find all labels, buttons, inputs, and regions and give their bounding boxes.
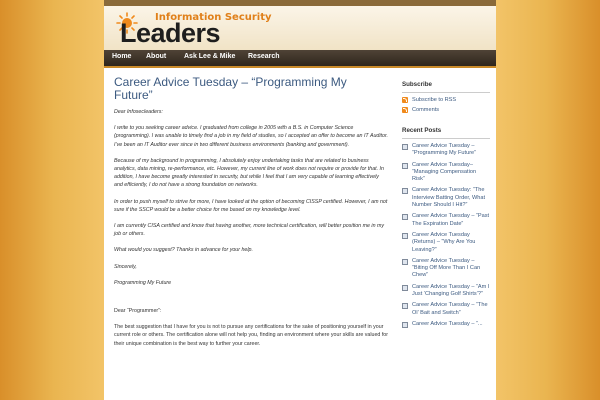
recent-post-link[interactable]: Career Advice Tuesday: “The Interview Batting Order, What Number Should I Hit?” [412, 187, 486, 209]
post-bullet-icon [402, 322, 408, 328]
recent-post-link[interactable]: Career Advice Tuesday – “The Ol’ Bait and Switch” [412, 302, 488, 316]
post-title[interactable]: Career Advice Tuesday – “Programming My Future” [114, 75, 347, 102]
post-bullet-icon [402, 163, 408, 169]
post-article [114, 76, 388, 356]
nav-ask-lee-mike[interactable]: Ask Lee & Mike [184, 53, 236, 60]
post-bullet-icon [402, 259, 408, 265]
post-salutation: Dear Infosecleaders: [114, 109, 163, 115]
subscribe-widget [402, 81, 490, 113]
recent-post-link[interactable]: Career Advice Tuesday– “Managing Compensation Risk” [412, 161, 477, 183]
recent-post-link[interactable]: Career Advice Tuesday – “Programming My Future” [412, 143, 477, 157]
subscribe-rss-link[interactable]: Subscribe to RSS [412, 97, 457, 103]
post-bullet-icon [402, 214, 408, 220]
site-logo[interactable] [112, 8, 272, 50]
recent-post-link[interactable]: Career Advice Tuesday – “Biting Off More Than I Can Chew” [412, 257, 481, 279]
sidebar [402, 81, 490, 342]
recent-post-link[interactable]: Career Advice Tuesday – “Am I Just ‘Changing Golf Shirts’?” [412, 283, 490, 298]
recent-post-link[interactable]: Career Advice Tuesday – “... [412, 320, 483, 327]
recent-post-link[interactable]: Career Advice Tuesday – “Past The Expiration Date” [412, 213, 490, 227]
post-paragraph: I write to you seeking career advice. I graduated from college in 2005 with a B.S. in Computer Science (programming). I was unable to timely find a job in my field of studies, so I accepted an offer to become an IT Auditor. I’ve been an IT Auditor ever since in two different business environments (banking and government). [114, 125, 389, 148]
nav-home[interactable]: Home [112, 53, 132, 60]
post-bullet-icon [402, 188, 408, 194]
logo-tagline: Information Security [155, 12, 272, 23]
post-paragraph: What would you suggest? Thanks in advance for your help. [114, 247, 253, 254]
post-signature: Programming My Future [114, 279, 172, 286]
site-header [104, 6, 496, 50]
post-paragraph: Because of my background in programming, I absolutely enjoy undertaking tasks that are related to business analytics, data mining, re-performance, etc. However, my current line of work does not require or provide for that. In addition, I have become greatly interested in security, but while I feel that I am very capable of learning effectively and efficiently, I do not have a strong foundation on networks. [114, 157, 384, 189]
post-paragraph: I am currently CISA certified and know that having another, more technical certification, will better position me in my job or others. [114, 223, 385, 238]
list-item [402, 284, 490, 299]
subscribe-heading: Subscribe [402, 81, 490, 93]
post-signoff: Sincerely, [114, 263, 137, 270]
nav-about[interactable]: About [146, 53, 167, 60]
list-item [402, 187, 490, 209]
post-bullet-icon [402, 233, 408, 239]
recent-post-link[interactable]: Career Advice Tuesday (Returns) – “Why Are You Leaving?” [412, 231, 476, 253]
logo-wordmark: Leaders [120, 18, 221, 48]
nav-research[interactable]: Research [248, 53, 280, 60]
reply-salutation: Dear “Programmer”: [114, 308, 162, 315]
comments-rss-link[interactable]: Comments [412, 107, 440, 113]
list-item [402, 143, 490, 158]
list-item [402, 321, 490, 328]
post-bullet-icon [402, 303, 408, 309]
list-item [402, 232, 490, 254]
rss-icon [402, 97, 408, 103]
list-item [402, 302, 490, 317]
page-frame [104, 0, 496, 400]
list-item [402, 213, 490, 228]
recent-posts-heading: Recent Posts [402, 127, 490, 139]
rss-icon [402, 107, 408, 113]
main-nav [104, 50, 496, 68]
list-item [402, 162, 490, 184]
reply-paragraph: The best suggestion that I have for you is not to pursue any certifications for the sake of positioning yourself in your current role or others. The certification alone will not help you, finding an environment where your skills are valued for their unique combination is the best way to further your career. [114, 324, 389, 347]
post-bullet-icon [402, 285, 408, 291]
list-item [402, 258, 490, 280]
recent-posts-widget [402, 127, 490, 328]
post-bullet-icon [402, 144, 408, 150]
post-paragraph: In order to push myself to strive for more, I have looked at the option of becoming CISSP certified. However, I am not sure if the SSCP would be a better choice for me based on my knowledge level. [114, 198, 388, 213]
content-area [104, 68, 496, 400]
